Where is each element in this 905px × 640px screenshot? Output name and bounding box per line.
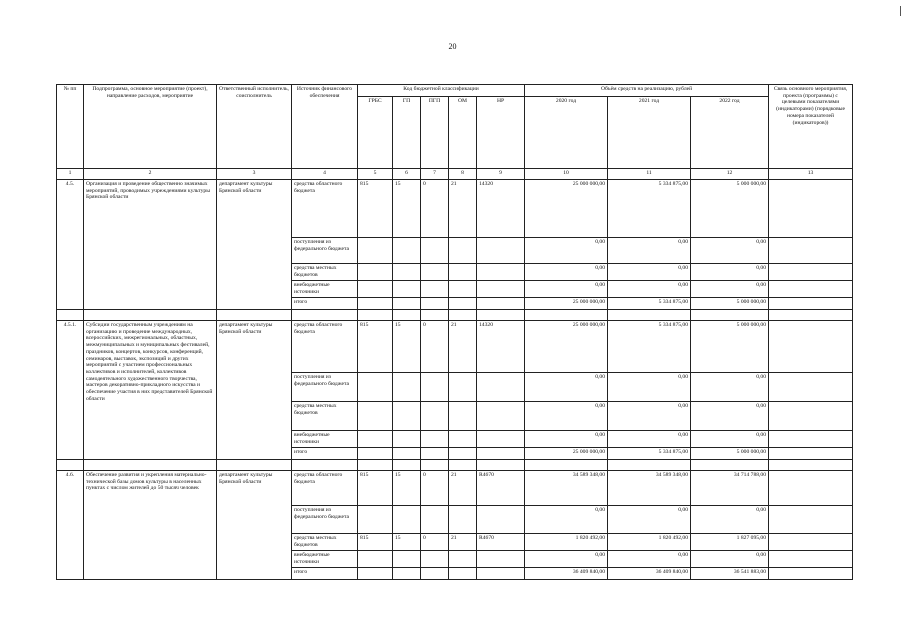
indicator-link-cell (769, 264, 853, 281)
separator-cell (769, 460, 853, 471)
ir-cell (477, 264, 525, 281)
source-cell: итого (292, 568, 358, 580)
header-name: Подпрограмма, основное мероприятие (проект), направление расходов, мероприятие (84, 85, 217, 169)
om-cell (449, 448, 477, 460)
pgp-cell (421, 402, 449, 431)
om-cell (449, 431, 477, 448)
separator-cell (608, 310, 691, 321)
grbs-cell (358, 568, 393, 580)
source-cell: итого (292, 298, 358, 310)
column-number: 7 (421, 169, 449, 180)
column-number: 6 (393, 169, 421, 180)
grbs-cell (358, 264, 393, 281)
source-cell: итого (292, 448, 358, 460)
om-cell: 21 (449, 321, 477, 373)
source-cell: внебюджетные источники (292, 431, 358, 448)
pgp-cell (421, 568, 449, 580)
activity-name: Организация и проведение общественно значимых мероприятий, проводимых учреждениями культуры Брянской области (84, 180, 217, 310)
gp-cell (393, 551, 421, 568)
amount-2022-cell: 0,00 (691, 551, 769, 568)
amount-2022-cell: 0,00 (691, 402, 769, 431)
source-cell: внебюджетные источники (292, 281, 358, 298)
amount-2020-cell: 36 409 840,00 (525, 568, 608, 580)
amount-2020-cell: 1 820 492,00 (525, 534, 608, 551)
indicator-link-cell (769, 402, 853, 431)
pgp-cell (421, 431, 449, 448)
header-grbs: ГРБС (358, 97, 393, 169)
gp-cell: 15 (393, 321, 421, 373)
amount-2021-cell: 0,00 (608, 238, 691, 264)
pgp-cell (421, 298, 449, 310)
om-cell (449, 373, 477, 402)
amount-2022-cell: 0,00 (691, 373, 769, 402)
amount-2021-cell: 5 334 875,00 (608, 321, 691, 373)
amount-2021-cell: 0,00 (608, 506, 691, 534)
indicator-link-cell (769, 373, 853, 402)
pgp-cell (421, 448, 449, 460)
responsible-executor: департамент культуры Брянской области (217, 471, 292, 580)
om-cell (449, 298, 477, 310)
grbs-cell (358, 448, 393, 460)
amount-2022-cell: 36 541 883,00 (691, 568, 769, 580)
amount-2022-cell: 1 827 095,00 (691, 534, 769, 551)
header-2021: 2021 год (608, 97, 691, 169)
amount-2020-cell: 0,00 (525, 264, 608, 281)
separator-cell (477, 310, 525, 321)
amount-2021-cell: 34 589 348,00 (608, 471, 691, 506)
grbs-cell (358, 238, 393, 264)
source-cell: поступления из федерального бюджета (292, 238, 358, 264)
amount-2022-cell: 5 000 000,00 (691, 298, 769, 310)
ir-cell (477, 238, 525, 264)
source-cell: средства местных бюджетов (292, 534, 358, 551)
separator-cell (691, 460, 769, 471)
separator-cell (691, 310, 769, 321)
amount-2021-cell: 5 334 875,00 (608, 298, 691, 310)
column-number-row (57, 169, 853, 180)
column-number: 3 (217, 169, 292, 180)
amount-2022-cell: 5 000 000,00 (691, 321, 769, 373)
separator-cell (393, 310, 421, 321)
responsible-executor: департамент культуры Брянской области (217, 180, 292, 310)
row-number: 4.5. (57, 180, 84, 310)
separator-cell (217, 460, 292, 471)
amount-2020-cell: 25 000 000,00 (525, 448, 608, 460)
source-cell: поступления из федерального бюджета (292, 506, 358, 534)
separator-cell (57, 460, 84, 471)
activity-name: Обеспечение развития и укрепления материально-технической базы домов культуры в населенных пунктах с числом жителей до 50 тысяч человек (84, 471, 217, 580)
gp-cell (393, 373, 421, 402)
separator-cell (769, 310, 853, 321)
grbs-cell (358, 298, 393, 310)
indicator-link-cell (769, 471, 853, 506)
column-number: 5 (358, 169, 393, 180)
row-number: 4.6. (57, 471, 84, 580)
om-cell (449, 506, 477, 534)
amount-2021-cell: 0,00 (608, 373, 691, 402)
amount-2020-cell: 0,00 (525, 551, 608, 568)
amount-2020-cell: 0,00 (525, 373, 608, 402)
source-cell: средства местных бюджетов (292, 264, 358, 281)
separator-cell (393, 460, 421, 471)
header-2020: 2020 год (525, 97, 608, 169)
pgp-cell (421, 506, 449, 534)
gp-cell: 15 (393, 180, 421, 238)
column-number: 11 (608, 169, 691, 180)
amount-2022-cell: 0,00 (691, 506, 769, 534)
amount-2022-cell: 5 000 000,00 (691, 180, 769, 238)
source-cell: средства областного бюджета (292, 471, 358, 506)
source-cell: средства местных бюджетов (292, 402, 358, 431)
header-num: № пп (57, 85, 84, 169)
row-number: 4.5.1. (57, 321, 84, 460)
grbs-cell: 815 (358, 180, 393, 238)
amount-2021-cell: 0,00 (608, 264, 691, 281)
grbs-cell (358, 506, 393, 534)
source-cell: средства областного бюджета (292, 321, 358, 373)
amount-2020-cell: 25 000 000,00 (525, 321, 608, 373)
om-cell: 21 (449, 471, 477, 506)
indicator-link-cell (769, 180, 853, 238)
source-cell: поступления из федерального бюджета (292, 373, 358, 402)
column-number: 8 (449, 169, 477, 180)
grbs-cell (358, 281, 393, 298)
gp-cell (393, 281, 421, 298)
grbs-cell: 815 (358, 321, 393, 373)
table-row (57, 180, 853, 238)
scan-edge-mark (900, 6, 901, 16)
ir-cell (477, 431, 525, 448)
ir-cell: R4670 (477, 471, 525, 506)
amount-2020-cell: 0,00 (525, 402, 608, 431)
grbs-cell: 815 (358, 534, 393, 551)
ir-cell (477, 402, 525, 431)
pgp-cell: 0 (421, 180, 449, 238)
ir-cell (477, 281, 525, 298)
gp-cell (393, 238, 421, 264)
column-number: 12 (691, 169, 769, 180)
separator-cell (358, 310, 393, 321)
header-om: ОМ (449, 97, 477, 169)
table-row (57, 471, 853, 506)
separator-cell (292, 460, 358, 471)
grbs-cell (358, 551, 393, 568)
separator-cell (84, 310, 217, 321)
om-cell (449, 551, 477, 568)
om-cell (449, 264, 477, 281)
amount-2022-cell: 34 714 788,00 (691, 471, 769, 506)
gp-cell: 15 (393, 534, 421, 551)
table-row (57, 321, 853, 373)
om-cell (449, 281, 477, 298)
amount-2022-cell: 0,00 (691, 238, 769, 264)
grbs-cell (358, 402, 393, 431)
grbs-cell (358, 373, 393, 402)
indicator-link-cell (769, 431, 853, 448)
column-number: 13 (769, 169, 853, 180)
amount-2020-cell: 0,00 (525, 281, 608, 298)
header-responsible: Ответственный исполнитель, соисполнитель (217, 85, 292, 169)
separator-cell (477, 460, 525, 471)
separator-cell (84, 460, 217, 471)
amount-2021-cell: 0,00 (608, 281, 691, 298)
ir-cell (477, 373, 525, 402)
indicator-link-cell (769, 534, 853, 551)
pgp-cell (421, 264, 449, 281)
amount-2021-cell: 5 334 875,00 (608, 180, 691, 238)
amount-2021-cell: 0,00 (608, 431, 691, 448)
pgp-cell: 0 (421, 321, 449, 373)
ir-cell (477, 568, 525, 580)
om-cell (449, 402, 477, 431)
indicator-link-cell (769, 568, 853, 580)
ir-cell: 14320 (477, 180, 525, 238)
amount-2022-cell: 0,00 (691, 264, 769, 281)
responsible-executor: департамент культуры Брянской области (217, 321, 292, 460)
om-cell (449, 238, 477, 264)
separator-cell (57, 310, 84, 321)
indicator-link-cell (769, 281, 853, 298)
amount-2022-cell: 5 000 000,00 (691, 448, 769, 460)
section-separator (57, 460, 853, 471)
amount-2020-cell: 25 000 000,00 (525, 180, 608, 238)
budget-table (56, 84, 853, 580)
separator-cell (421, 310, 449, 321)
amount-2022-cell: 0,00 (691, 281, 769, 298)
amount-2022-cell: 0,00 (691, 431, 769, 448)
amount-2020-cell: 0,00 (525, 431, 608, 448)
header-2022: 2022 год (691, 97, 769, 169)
header-pgp: ПГП (421, 97, 449, 169)
indicator-link-cell (769, 506, 853, 534)
separator-cell (421, 460, 449, 471)
separator-cell (217, 310, 292, 321)
amount-2021-cell: 0,00 (608, 551, 691, 568)
pgp-cell: 0 (421, 471, 449, 506)
pgp-cell: 0 (421, 534, 449, 551)
header-source: Источник финансового обеспечения (292, 85, 358, 169)
ir-cell: R4670 (477, 534, 525, 551)
ir-cell: 14320 (477, 321, 525, 373)
separator-cell (358, 460, 393, 471)
separator-cell (525, 310, 608, 321)
gp-cell (393, 448, 421, 460)
column-number: 1 (57, 169, 84, 180)
amount-2021-cell: 36 409 840,00 (608, 568, 691, 580)
column-number: 2 (84, 169, 217, 180)
om-cell: 21 (449, 180, 477, 238)
pgp-cell (421, 238, 449, 264)
indicator-link-cell (769, 448, 853, 460)
column-number: 9 (477, 169, 525, 180)
source-cell: внебюджетные источники (292, 551, 358, 568)
pgp-cell (421, 551, 449, 568)
column-number: 10 (525, 169, 608, 180)
ir-cell (477, 448, 525, 460)
amount-2020-cell: 0,00 (525, 238, 608, 264)
separator-cell (292, 310, 358, 321)
om-cell (449, 568, 477, 580)
separator-cell (525, 460, 608, 471)
header-ir: НР (477, 97, 525, 169)
activity-name: Субсидии государственным учреждениям на организацию и проведение международных, всероссийских, межрегиональных, областных, межмуниципальных и муниципальных фестивалей, праздников, концертов, конкурсов, конференций, семинаров, выставок, экспозиций и других мероприятий с участием профессиональных коллективов и исполнителей, коллективов самодеятельного художественного творчества, мастеров декоративно-прикладного искусства и обеспечение участия в них представителей Брянской области (84, 321, 217, 460)
source-cell: средства областного бюджета (292, 180, 358, 238)
column-number: 4 (292, 169, 358, 180)
ir-cell (477, 551, 525, 568)
pgp-cell (421, 373, 449, 402)
amount-2021-cell: 0,00 (608, 402, 691, 431)
indicator-link-cell (769, 551, 853, 568)
pgp-cell (421, 281, 449, 298)
indicator-link-cell (769, 321, 853, 373)
gp-cell: 15 (393, 471, 421, 506)
gp-cell (393, 506, 421, 534)
ir-cell (477, 298, 525, 310)
header-gp: ГП (393, 97, 421, 169)
header-volume-group: Объём средств на реализацию, рублей (525, 85, 769, 97)
gp-cell (393, 431, 421, 448)
separator-cell (449, 310, 477, 321)
header-budget-code-group: Код бюджетной классификации (358, 85, 525, 97)
indicator-link-cell (769, 298, 853, 310)
gp-cell (393, 568, 421, 580)
amount-2020-cell: 25 000 000,00 (525, 298, 608, 310)
table-body (57, 180, 853, 580)
om-cell: 21 (449, 534, 477, 551)
gp-cell (393, 298, 421, 310)
gp-cell (393, 402, 421, 431)
separator-cell (608, 460, 691, 471)
amount-2020-cell: 0,00 (525, 506, 608, 534)
amount-2021-cell: 1 820 492,00 (608, 534, 691, 551)
ir-cell (477, 506, 525, 534)
amount-2020-cell: 34 589 348,00 (525, 471, 608, 506)
header-indicator-link: Связь основного мероприятия, проекта (программы) с целевыми показателями (индикаторами) (порядковые номера показателей (индикаторов)) (769, 85, 853, 169)
section-separator (57, 310, 853, 321)
page-number: 20 (448, 42, 457, 51)
indicator-link-cell (769, 238, 853, 264)
separator-cell (449, 460, 477, 471)
grbs-cell (358, 431, 393, 448)
amount-2021-cell: 5 334 875,00 (608, 448, 691, 460)
gp-cell (393, 264, 421, 281)
grbs-cell: 815 (358, 471, 393, 506)
